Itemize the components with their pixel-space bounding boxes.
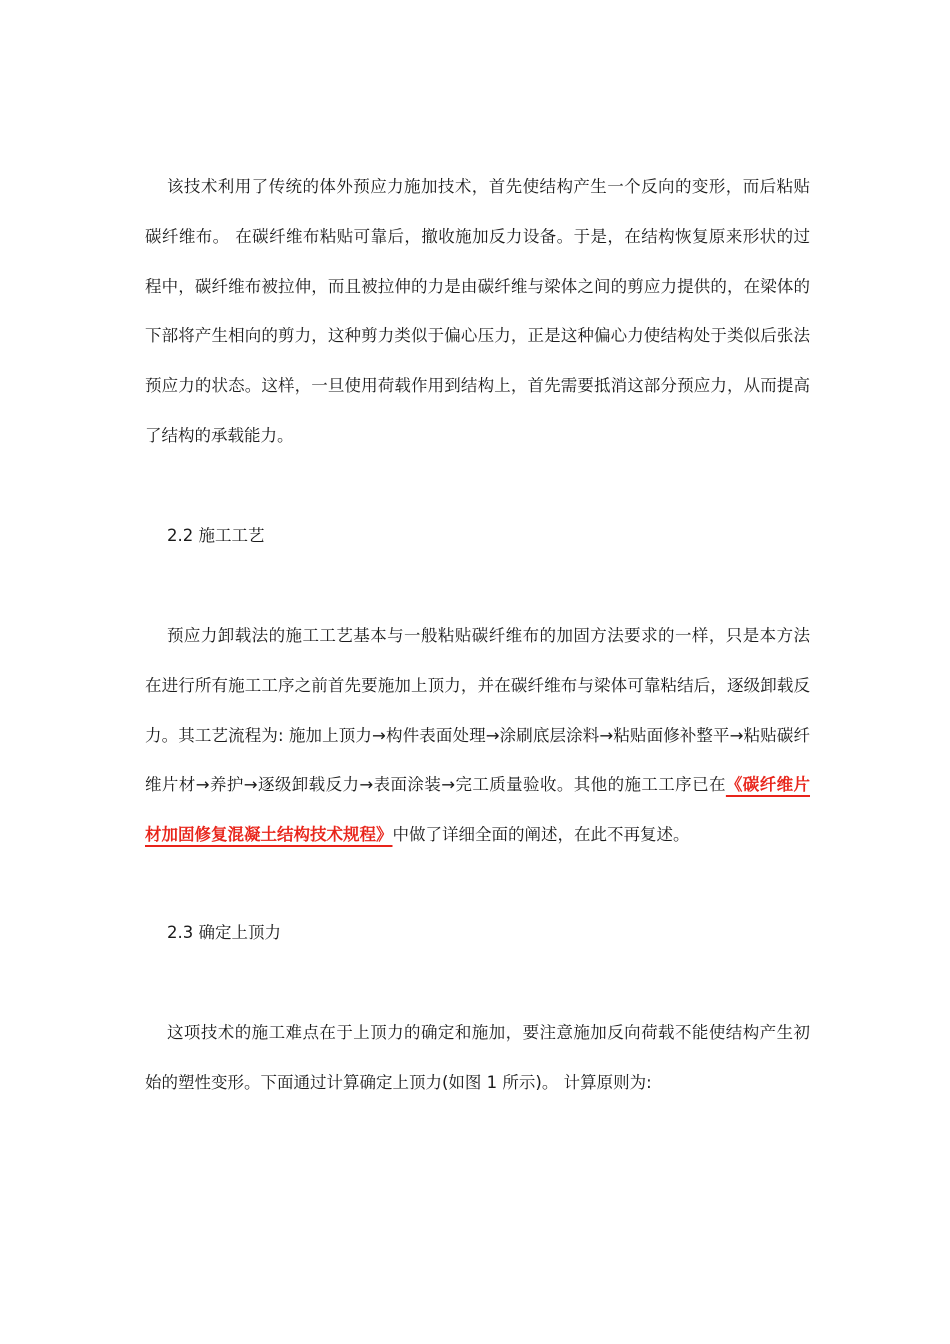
paragraph-principle <box>145 162 810 461</box>
regulation-link[interactable]: 《碳纤维片材加固修复混凝土结构技术规程》 <box>145 775 810 845</box>
section-number: 2.3 <box>167 923 194 942</box>
section-number: 2.2 <box>167 526 194 545</box>
paragraph-construction-process-text: 预应力卸载法的施工工艺基本与一般粘贴碳纤维布的加固方法要求的一样，只是本方法在进行所有施工工序之前首先要施加上顶力，并在碳纤维布与梁体可靠粘结后，逐级卸载反力。其工艺流程为: 施加上顶力→构件表面处理→涂刷底层涂料→粘贴面修补整平→粘贴碳纤维片材→养护→逐级卸载反力→表面涂装→完工质量验收。其他的施工工序已在 <box>145 626 810 795</box>
section-heading-2-3 <box>167 921 281 945</box>
paragraph-jacking-force <box>145 1008 810 1108</box>
section-title: 施工工艺 <box>198 526 265 545</box>
paragraph-principle-text: 该技术利用了传统的体外预应力施加技术，首先使结构产生一个反向的变形，而后粘贴碳纤维布。 在碳纤维布粘贴可靠后，撤收施加反力设备。于是，在结构恢复原来形状的过程中，碳纤维布被拉伸，而且被拉伸的力是由碳纤维与梁体之间的剪应力提供的，在梁体的下部将产生相向的剪力，这种剪力类似于偏心压力，正是这种偏心力使结构处于类似后张法预应力的状态。这样，一旦使用荷载作用到结构上，首先需要抵消这部分预应力，从而提高了结构的承载能力。 <box>145 177 810 445</box>
paragraph-construction-process-tail: 中做了详细全面的阐述，在此不再复述。 <box>392 825 690 845</box>
section-heading-2-2 <box>167 524 265 548</box>
paragraph-jacking-force-text: 这项技术的施工难点在于上顶力的确定和施加，要注意施加反向荷载不能使结构产生初始的塑性变形。下面通过计算确定上顶力(如图 1 所示)。 计算原则为: <box>145 1023 810 1092</box>
section-title: 确定上顶力 <box>198 923 281 942</box>
paragraph-construction-process <box>145 611 810 860</box>
